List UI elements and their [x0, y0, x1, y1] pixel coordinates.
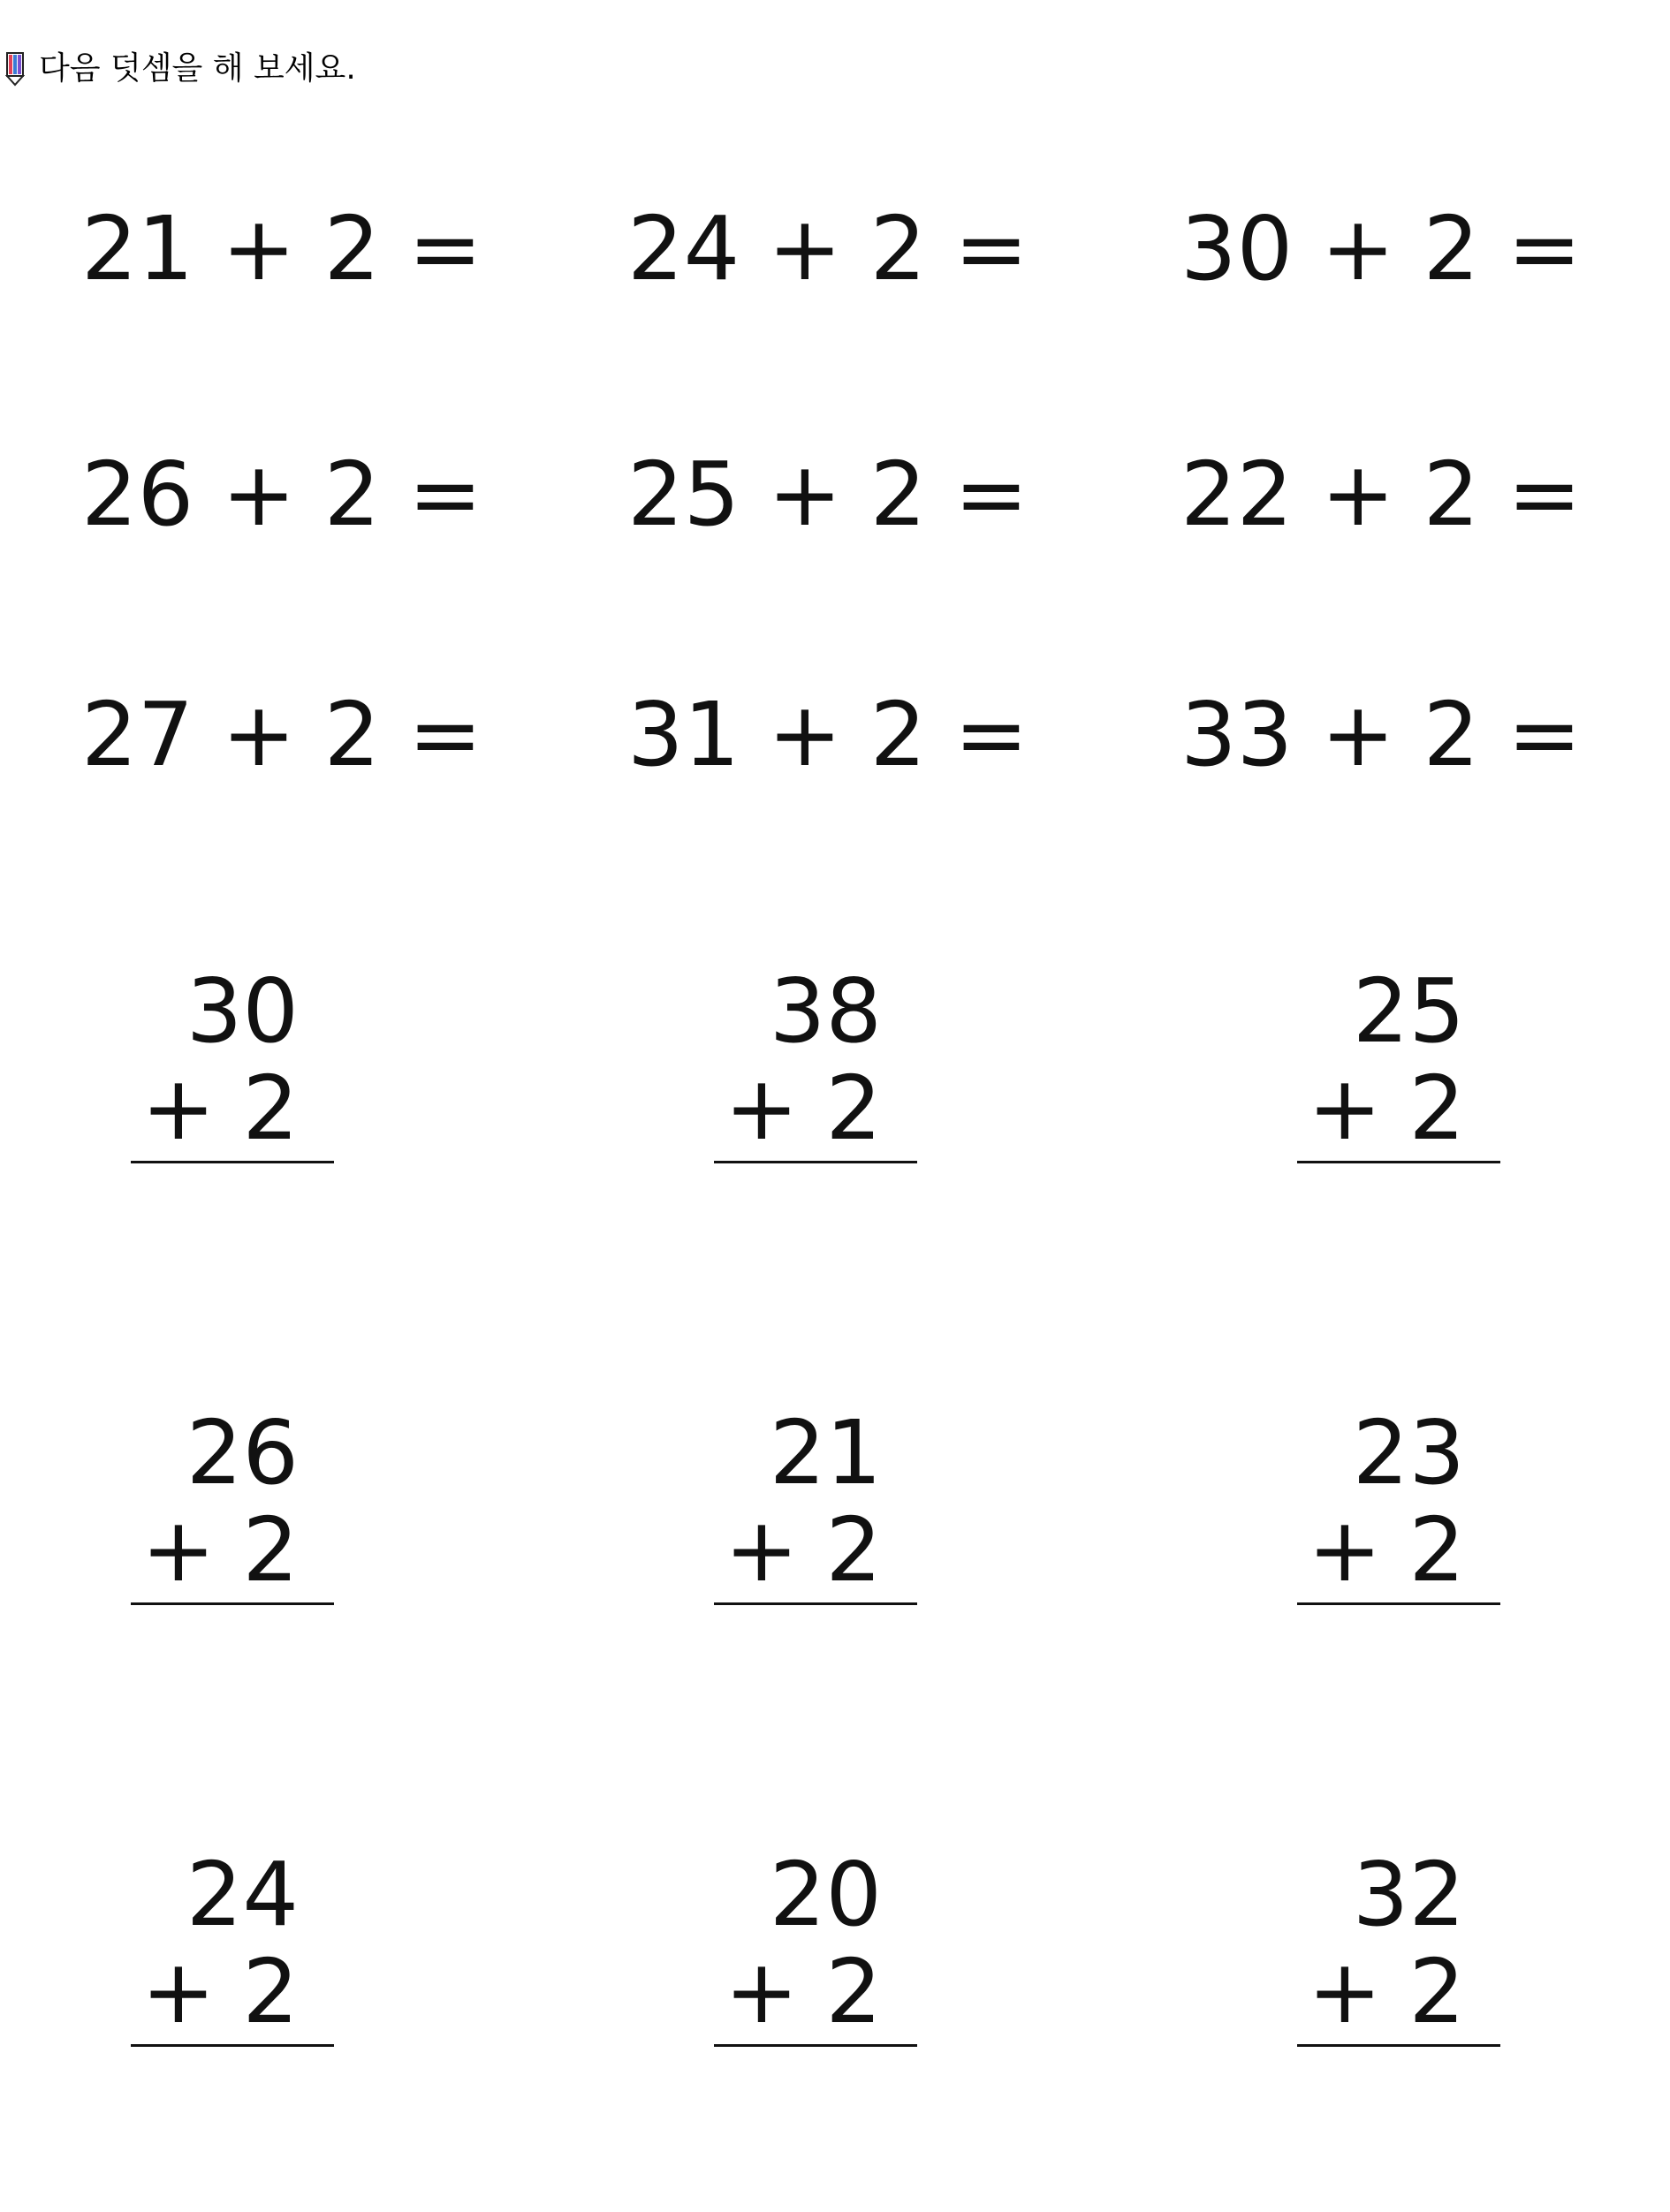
answer-line	[1297, 1602, 1500, 1605]
addend: 2	[242, 1057, 299, 1160]
answer-line	[131, 2044, 334, 2047]
top-number: 21	[769, 1401, 882, 1504]
operator-row	[714, 1057, 917, 1160]
horizontal-problem: 22 + 2 =	[1180, 443, 1582, 546]
addend: 2	[1408, 1940, 1465, 2043]
operator-row	[1297, 1940, 1500, 2043]
operator-row	[131, 1498, 334, 1602]
addend: 2	[242, 1940, 299, 2043]
pencil-icon	[5, 51, 25, 87]
vertical-problem	[1297, 1843, 1500, 2047]
horizontal-problem: 21 + 2 =	[81, 197, 482, 300]
plus-sign: +	[725, 1498, 799, 1602]
plus-sign: +	[725, 1940, 799, 2043]
top-number: 38	[769, 959, 882, 1063]
operator-row	[131, 1057, 334, 1160]
top-number: 20	[769, 1843, 882, 1946]
vertical-problem	[131, 1401, 334, 1605]
plus-sign: +	[141, 1498, 216, 1602]
plus-sign: +	[1308, 1940, 1382, 2043]
answer-line	[131, 1602, 334, 1605]
horizontal-problem: 25 + 2 =	[627, 443, 1029, 546]
answer-line	[1297, 1161, 1500, 1163]
horizontal-problem: 30 + 2 =	[1180, 197, 1582, 300]
top-number: 26	[186, 1401, 299, 1504]
top-number: 25	[1352, 959, 1465, 1063]
answer-line	[714, 2044, 917, 2047]
vertical-problem	[1297, 1401, 1500, 1605]
top-number: 24	[186, 1843, 299, 1946]
horizontal-problem: 24 + 2 =	[627, 197, 1029, 300]
answer-line	[131, 1161, 334, 1163]
vertical-problem	[714, 1401, 917, 1605]
horizontal-problem: 31 + 2 =	[627, 683, 1029, 786]
plus-sign: +	[1308, 1498, 1382, 1602]
plus-sign: +	[1308, 1057, 1382, 1160]
horizontal-problem: 26 + 2 =	[81, 443, 482, 546]
top-number: 23	[1352, 1401, 1465, 1504]
vertical-problem	[131, 959, 334, 1163]
addend: 2	[242, 1498, 299, 1602]
operator-row	[1297, 1498, 1500, 1602]
vertical-problem	[714, 1843, 917, 2047]
operator-row	[714, 1940, 917, 2043]
instruction-header	[5, 51, 356, 87]
addend: 2	[825, 1498, 882, 1602]
instruction-text: 다음 덧셈을 해 보세요.	[39, 50, 356, 87]
operator-row	[131, 1940, 334, 2043]
addend: 2	[825, 1057, 882, 1160]
operator-row	[1297, 1057, 1500, 1160]
plus-sign: +	[725, 1057, 799, 1160]
vertical-problem	[1297, 959, 1500, 1163]
horizontal-problem: 33 + 2 =	[1180, 683, 1582, 786]
addend: 2	[825, 1940, 882, 2043]
horizontal-problem: 27 + 2 =	[81, 683, 482, 786]
top-number: 32	[1352, 1843, 1465, 1946]
vertical-problem	[131, 1843, 334, 2047]
top-number: 30	[186, 959, 299, 1063]
answer-line	[714, 1602, 917, 1605]
addend: 2	[1408, 1498, 1465, 1602]
operator-row	[714, 1498, 917, 1602]
plus-sign: +	[141, 1057, 216, 1160]
plus-sign: +	[141, 1940, 216, 2043]
answer-line	[714, 1161, 917, 1163]
answer-line	[1297, 2044, 1500, 2047]
addend: 2	[1408, 1057, 1465, 1160]
vertical-problem	[714, 959, 917, 1163]
